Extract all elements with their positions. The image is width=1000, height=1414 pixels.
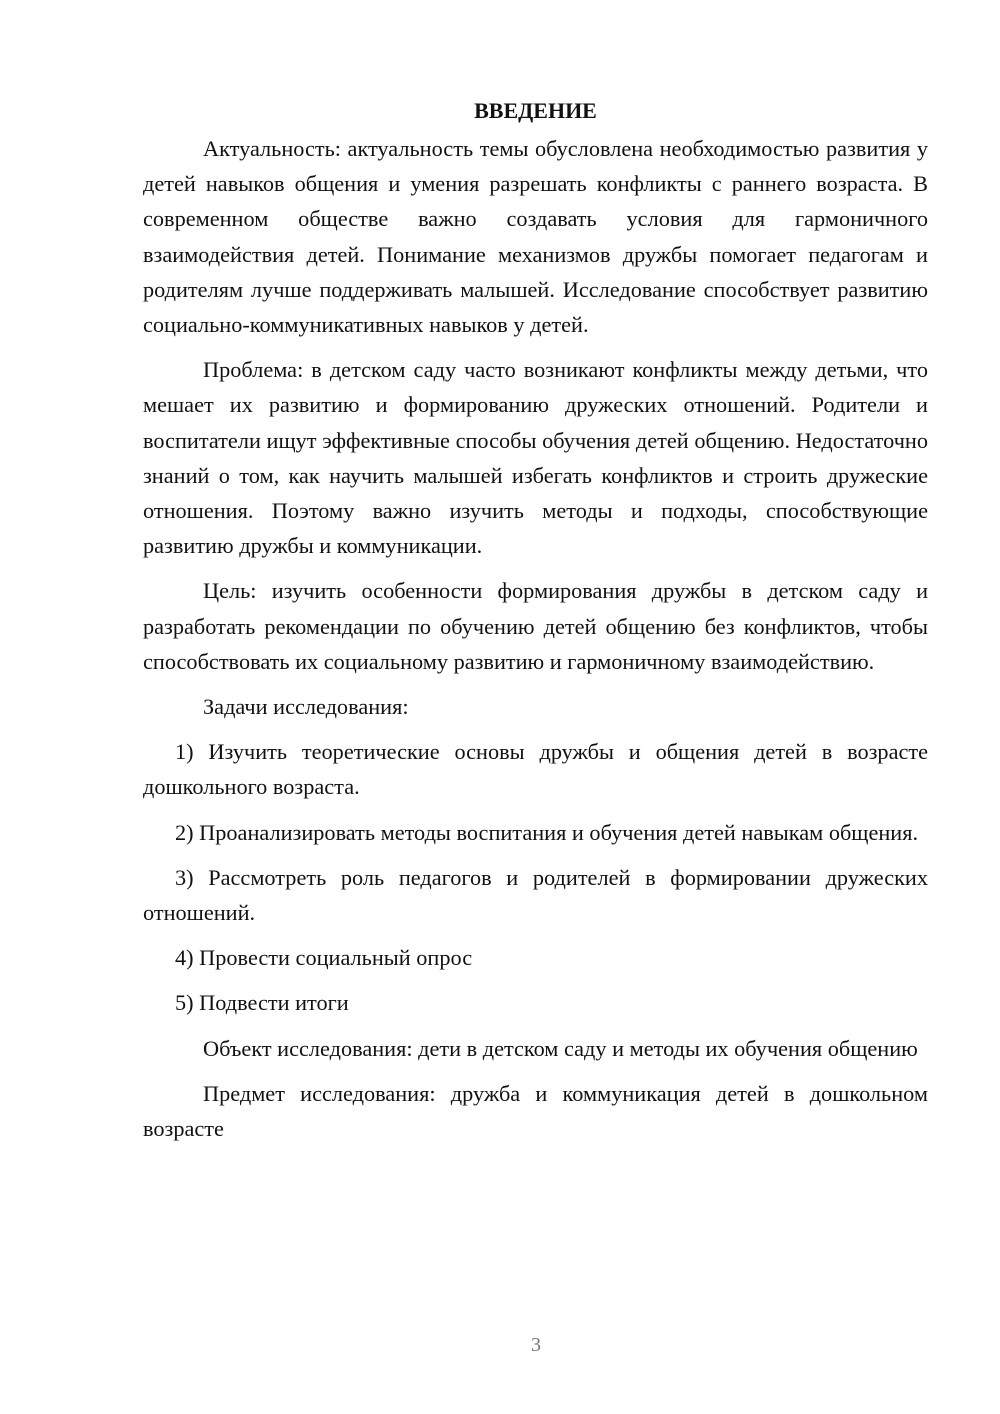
goal-paragraph: Цель: изучить особенности формирования дружбы в детском саду и разработать рекомендации по обучению детей общению без конфликтов, чтобы способствовать их социальному развитию и гармоничному взаимодействию. (143, 578, 928, 674)
task-item-5: 5) Подвести итоги (175, 990, 349, 1016)
page-number: 3 (531, 1334, 541, 1356)
document-body (143, 93, 928, 1146)
problem-paragraph: Проблема: в детском саду часто возникают конфликты между детьми, что мешает их развитию и формированию дружеских отношений. Родители и воспитатели ищут эффективные способы обучения детей общению. Недостаточно знаний о том, как научить малышей избегать конфликтов и строить дружеские отношения. Поэтому важно изучить методы и подходы, способствующие развитию дружбы и коммуникации. (143, 357, 928, 559)
task-item-3: 3) Рассмотреть роль педагогов и родителей в формировании дружеских отношений. (143, 864, 928, 926)
relevance-paragraph: Актуальность: актуальность темы обусловлена необходимостью развития у детей навыков общения и умения разрешать конфликты с раннего возраста. В современном обществе важно создавать условия для гармоничного взаимодействия детей. Понимание механизмов дружбы помогает педагогам и родителям лучше поддерживать малышей. Исследование способствует развитию социально-коммуникативных навыков у детей. (143, 136, 928, 338)
object-paragraph: Объект исследования: дети в детском саду и методы их обучения общению (203, 1035, 918, 1061)
task-item-4: 4) Провести социальный опрос (175, 945, 473, 971)
section-heading: ВВЕДЕНИЕ (474, 98, 597, 123)
task-item-2: 2) Проанализировать методы воспитания и обучения детей навыкам общения. (175, 819, 919, 845)
task-item-1: 1) Изучить теоретические основы дружбы и общения детей в возрасте дошкольного возраста. (143, 739, 928, 800)
tasks-heading: Задачи исследования: (203, 694, 409, 720)
subject-paragraph: Предмет исследования: дружба и коммуникация детей в дошкольном возрасте (143, 1080, 928, 1142)
